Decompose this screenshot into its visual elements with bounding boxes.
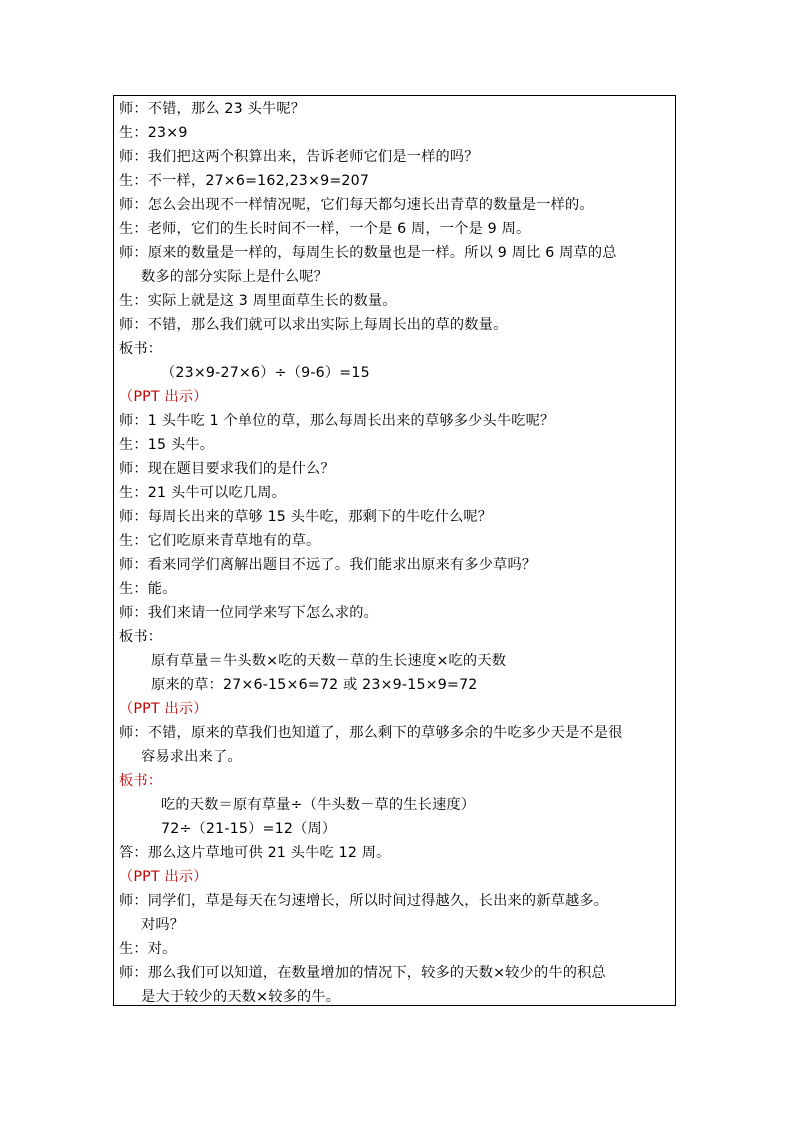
dialogue-line: 生：不一样，27×6=162,23×9=207 (119, 173, 370, 189)
dialogue-line-continued: 容易求出来了。 (141, 749, 242, 765)
board-formula: 吃的天数＝原有草量÷（牛头数－草的生长速度） (161, 797, 476, 813)
dialogue-line: 生：15 头牛。 (119, 437, 215, 453)
dialogue-line: 师：看来同学们离解出题目不远了。我们能求出原来有多少草吗？ (119, 557, 537, 573)
board-formula: 原来的草：27×6-15×6=72 或 23×9-15×9=72 (151, 677, 478, 693)
dialogue-line-continued: 是大于较少的天数×较多的牛。 (141, 989, 341, 1005)
board-formula: 原有草量＝牛头数×吃的天数－草的生长速度×吃的天数 (151, 653, 507, 669)
dialogue-line-continued: 对吗？ (141, 917, 185, 933)
ppt-note: （PPT 出示） (119, 389, 208, 405)
dialogue-line: 师：我们把这两个积算出来，告诉老师它们是一样的吗？ (119, 149, 479, 165)
dialogue-line: 生：它们吃原来青草地有的草。 (119, 533, 321, 549)
dialogue-line: 师：1 头牛吃 1 个单位的草，那么每周长出来的草够多少头牛吃呢？ (119, 413, 555, 429)
dialogue-line: 生：能。 (119, 581, 177, 597)
dialogue-line: 师：怎么会出现不一样情况呢，它们每天都匀速长出青草的数量是一样的。 (119, 197, 594, 213)
answer-line: 答：那么这片草地可供 21 头牛吃 12 周。 (119, 845, 391, 861)
dialogue-line: 生：23×9 (119, 125, 188, 141)
dialogue-line: 师：现在题目要求我们的是什么？ (119, 461, 335, 477)
ppt-note: （PPT 出示） (119, 701, 208, 717)
ppt-note: （PPT 出示） (119, 869, 208, 885)
dialogue-line: 师：原来的数量是一样的，每周生长的数量也是一样。所以 9 周比 6 周草的总 (119, 245, 617, 261)
dialogue-line: 师：每周长出来的草够 15 头牛吃，那剩下的牛吃什么呢？ (119, 509, 493, 525)
board-heading: 板书： (119, 629, 163, 645)
board-formula: （23×9-27×6）÷（9-6）=15 (161, 365, 370, 381)
dialogue-line: 生：实际上就是这 3 周里面草生长的数量。 (119, 293, 397, 309)
dialogue-line: 师：我们来请一位同学来写下怎么求的。 (119, 605, 378, 621)
board-formula: 72÷（21-15）=12（周） (161, 821, 337, 837)
dialogue-line: 师：不错，那么我们就可以求出实际上每周长出的草的数量。 (119, 317, 508, 333)
dialogue-line: 生：老师，它们的生长时间不一样，一个是 6 周，一个是 9 周。 (119, 221, 531, 237)
dialogue-line: 师：不错，原来的草我们也知道了，那么剩下的草够多余的牛吃多少天是不是很 (119, 725, 623, 741)
board-heading: 板书： (119, 773, 163, 789)
dialogue-line-continued: 数多的部分实际上是什么呢？ (141, 269, 329, 285)
dialogue-line: 生：对。 (119, 941, 177, 957)
dialogue-line: 师：同学们，草是每天在匀速增长，所以时间过得越久，长出来的新草越多。 (119, 893, 609, 909)
dialogue-line: 师：那么我们可以知道，在数量增加的情况下，较多的天数×较少的牛的积总 (119, 965, 606, 981)
dialogue-line: 师：不错，那么 23 头牛呢？ (119, 101, 306, 117)
dialogue-line: 生：21 头牛可以吃几周。 (119, 485, 287, 501)
board-heading: 板书： (119, 341, 163, 357)
